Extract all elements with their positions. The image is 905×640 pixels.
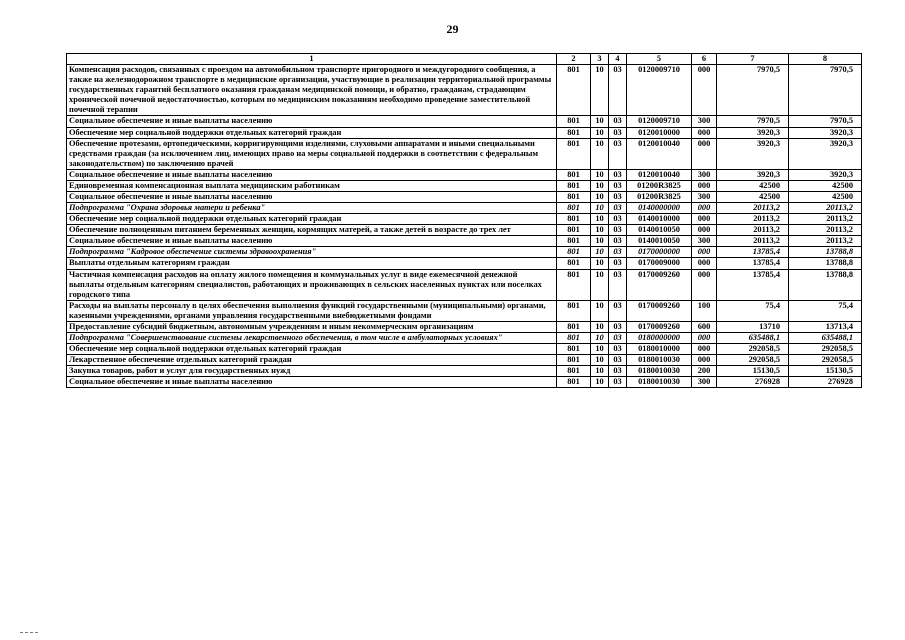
row-name-cell: Выплаты отдельным категориям граждан — [67, 258, 557, 269]
amount-cell: 292058,5 — [717, 344, 789, 355]
header-cell-1: 1 — [67, 54, 557, 65]
amount-cell: 3920,3 — [789, 169, 862, 180]
amount-cell: 3920,3 — [717, 169, 789, 180]
header-cell-8: 8 — [789, 54, 862, 65]
row-name-cell: Подпрограмма "Совершенствование системы лекарственного обеспечения, в том числе в амбулаторных условиях" — [67, 333, 557, 344]
admin-code-cell: 801 — [557, 236, 591, 247]
expense-type-cell: 300 — [692, 192, 717, 203]
row-name-cell: Социальное обеспечение и иные выплаты населению — [67, 236, 557, 247]
table-row — [67, 344, 862, 355]
expense-type-cell: 000 — [692, 203, 717, 214]
scan-edge-mark — [20, 632, 38, 633]
header-cell-2: 2 — [557, 54, 591, 65]
admin-code-cell: 801 — [557, 192, 591, 203]
target-article-cell: 0170009260 — [627, 300, 692, 321]
row-name-cell: Обеспечение полноценным питанием беременных женщин, кормящих матерей, а также детей в возрасте до трех лет — [67, 225, 557, 236]
admin-code-cell: 801 — [557, 225, 591, 236]
target-article-cell: 0180010030 — [627, 377, 692, 388]
target-article-cell: 0170000000 — [627, 247, 692, 258]
table-row — [67, 321, 862, 332]
expense-type-cell: 000 — [692, 180, 717, 191]
section-cell: 10 — [591, 344, 609, 355]
table-row — [67, 203, 862, 214]
row-name-cell: Социальное обеспечение и иные выплаты населению — [67, 377, 557, 388]
subsection-cell: 03 — [609, 355, 627, 366]
amount-cell: 20113,2 — [717, 203, 789, 214]
amount-cell: 75,4 — [717, 300, 789, 321]
amount-cell: 292058,5 — [717, 355, 789, 366]
amount-cell: 3920,3 — [717, 127, 789, 138]
expense-type-cell: 000 — [692, 225, 717, 236]
subsection-cell: 03 — [609, 180, 627, 191]
row-name-cell: Компенсация расходов, связанных с проездом на автомобильном транспорте пригородного и междугородного сообщения, а также на железнодорожном транспорте в медицинские организации, участвующие в реализации территориальной программы государственных гарантий бесплатного оказания гражданам медицинской помощи, и обратно, гражданам, страдающим хронической почечной недостаточностью, которым по медицинским показаниям необходимо проведение заместительной почечной терапии — [67, 65, 557, 116]
amount-cell: 20113,2 — [789, 225, 862, 236]
table-row — [67, 355, 862, 366]
section-cell: 10 — [591, 65, 609, 116]
subsection-cell: 03 — [609, 258, 627, 269]
amount-cell: 7970,5 — [789, 116, 862, 127]
row-name-cell: Социальное обеспечение и иные выплаты населению — [67, 192, 557, 203]
table-row — [67, 127, 862, 138]
amount-cell: 20113,2 — [717, 236, 789, 247]
expense-type-cell: 600 — [692, 321, 717, 332]
subsection-cell: 03 — [609, 377, 627, 388]
table-row — [67, 236, 862, 247]
target-article-cell: 0120010000 — [627, 127, 692, 138]
header-cell-7: 7 — [717, 54, 789, 65]
subsection-cell: 03 — [609, 127, 627, 138]
row-name-cell: Обеспечение мер социальной поддержки отдельных категорий граждан — [67, 344, 557, 355]
amount-cell: 13788,8 — [789, 247, 862, 258]
section-cell: 10 — [591, 366, 609, 377]
amount-cell: 13788,8 — [789, 269, 862, 300]
amount-cell: 42500 — [717, 180, 789, 191]
amount-cell: 20113,2 — [789, 203, 862, 214]
subsection-cell: 03 — [609, 214, 627, 225]
expense-type-cell: 000 — [692, 138, 717, 169]
target-article-cell: 0180010030 — [627, 366, 692, 377]
table-row — [67, 300, 862, 321]
amount-cell: 13785,4 — [717, 269, 789, 300]
table-row — [67, 214, 862, 225]
section-cell: 10 — [591, 214, 609, 225]
admin-code-cell: 801 — [557, 321, 591, 332]
subsection-cell: 03 — [609, 65, 627, 116]
header-cell-4: 4 — [609, 54, 627, 65]
subsection-cell: 03 — [609, 138, 627, 169]
row-name-cell: Предоставление субсидий бюджетным, автономным учреждениям и иным некоммерческим организациям — [67, 321, 557, 332]
row-name-cell: Подпрограмма "Охрана здоровья матери и ребенка" — [67, 203, 557, 214]
amount-cell: 42500 — [717, 192, 789, 203]
header-row — [67, 54, 862, 65]
target-article-cell: 0170009260 — [627, 321, 692, 332]
subsection-cell: 03 — [609, 247, 627, 258]
amount-cell: 75,4 — [789, 300, 862, 321]
admin-code-cell: 801 — [557, 333, 591, 344]
amount-cell: 3920,3 — [789, 138, 862, 169]
expense-type-cell: 000 — [692, 344, 717, 355]
row-name-cell: Расходы на выплаты персоналу в целях обеспечения выполнения функций государственными (муниципальными) органами, казенными учреждениями, органами управления государственными внебюджетными фондами — [67, 300, 557, 321]
expense-type-cell: 300 — [692, 116, 717, 127]
amount-cell: 15130,5 — [789, 366, 862, 377]
subsection-cell: 03 — [609, 116, 627, 127]
admin-code-cell: 801 — [557, 180, 591, 191]
subsection-cell: 03 — [609, 169, 627, 180]
row-name-cell: Частичная компенсация расходов на оплату жилого помещения и коммунальных услуг в виде ежемесячной денежной выплаты отдельным категориям специалистов, работающих и проживающих в сельских населенных пунктах или поселках городского типа — [67, 269, 557, 300]
amount-cell: 635488,1 — [717, 333, 789, 344]
target-article-cell: 0180010030 — [627, 355, 692, 366]
target-article-cell: 0140010000 — [627, 214, 692, 225]
row-name-cell: Обеспечение мер социальной поддержки отдельных категорий граждан — [67, 214, 557, 225]
section-cell: 10 — [591, 225, 609, 236]
section-cell: 10 — [591, 377, 609, 388]
amount-cell: 13710 — [717, 321, 789, 332]
subsection-cell: 03 — [609, 366, 627, 377]
admin-code-cell: 801 — [557, 169, 591, 180]
amount-cell: 3920,3 — [717, 138, 789, 169]
table-row — [67, 138, 862, 169]
section-cell: 10 — [591, 355, 609, 366]
header-cell-3: 3 — [591, 54, 609, 65]
section-cell: 10 — [591, 258, 609, 269]
expense-type-cell: 300 — [692, 236, 717, 247]
header-cell-6: 6 — [692, 54, 717, 65]
row-name-cell: Закупка товаров, работ и услуг для государственных нужд — [67, 366, 557, 377]
subsection-cell: 03 — [609, 344, 627, 355]
header-cell-5: 5 — [627, 54, 692, 65]
subsection-cell: 03 — [609, 300, 627, 321]
amount-cell: 276928 — [789, 377, 862, 388]
expense-type-cell: 000 — [692, 355, 717, 366]
section-cell: 10 — [591, 169, 609, 180]
target-article-cell: 0140010050 — [627, 236, 692, 247]
expense-type-cell: 300 — [692, 377, 717, 388]
section-cell: 10 — [591, 333, 609, 344]
table-row — [67, 247, 862, 258]
row-name-cell: Обеспечение протезами, ортопедическими, корригирующими изделиями, слуховыми аппаратами и иными специальными средствами граждан (за исключением лиц, имеющих право на меры социальной поддержки в соответствии с федеральным законодательством) по заключению врачей — [67, 138, 557, 169]
expense-type-cell: 000 — [692, 214, 717, 225]
amount-cell: 7970,5 — [789, 65, 862, 116]
admin-code-cell: 801 — [557, 377, 591, 388]
section-cell: 10 — [591, 300, 609, 321]
target-article-cell: 0120009710 — [627, 65, 692, 116]
section-cell: 10 — [591, 203, 609, 214]
section-cell: 10 — [591, 321, 609, 332]
table-row — [67, 333, 862, 344]
expense-type-cell: 100 — [692, 300, 717, 321]
amount-cell: 3920,3 — [789, 127, 862, 138]
expense-type-cell: 300 — [692, 169, 717, 180]
table-row — [67, 225, 862, 236]
amount-cell: 13788,8 — [789, 258, 862, 269]
page-number: 29 — [446, 22, 459, 36]
target-article-cell: 0170009260 — [627, 269, 692, 300]
table-row — [67, 180, 862, 191]
amount-cell: 20113,2 — [789, 236, 862, 247]
admin-code-cell: 801 — [557, 355, 591, 366]
admin-code-cell: 801 — [557, 300, 591, 321]
amount-cell: 276928 — [717, 377, 789, 388]
amount-cell: 13713,4 — [789, 321, 862, 332]
section-cell: 10 — [591, 236, 609, 247]
amount-cell: 20113,2 — [717, 225, 789, 236]
admin-code-cell: 801 — [557, 127, 591, 138]
table-row — [67, 269, 862, 300]
admin-code-cell: 801 — [557, 138, 591, 169]
section-cell: 10 — [591, 180, 609, 191]
admin-code-cell: 801 — [557, 214, 591, 225]
target-article-cell: 0180000000 — [627, 333, 692, 344]
section-cell: 10 — [591, 247, 609, 258]
expense-type-cell: 000 — [692, 65, 717, 116]
subsection-cell: 03 — [609, 269, 627, 300]
section-cell: 10 — [591, 192, 609, 203]
admin-code-cell: 801 — [557, 116, 591, 127]
target-article-cell: 0120009710 — [627, 116, 692, 127]
admin-code-cell: 801 — [557, 366, 591, 377]
amount-cell: 13785,4 — [717, 247, 789, 258]
subsection-cell: 03 — [609, 203, 627, 214]
amount-cell: 7970,5 — [717, 65, 789, 116]
admin-code-cell: 801 — [557, 344, 591, 355]
admin-code-cell: 801 — [557, 269, 591, 300]
amount-cell: 292058,5 — [789, 344, 862, 355]
expense-type-cell: 000 — [692, 247, 717, 258]
amount-cell: 15130,5 — [717, 366, 789, 377]
table-row — [67, 192, 862, 203]
table-row — [67, 366, 862, 377]
expense-type-cell: 000 — [692, 127, 717, 138]
admin-code-cell: 801 — [557, 65, 591, 116]
subsection-cell: 03 — [609, 321, 627, 332]
table-row — [67, 116, 862, 127]
subsection-cell: 03 — [609, 192, 627, 203]
budget-table — [66, 53, 862, 388]
table-row — [67, 169, 862, 180]
admin-code-cell: 801 — [557, 258, 591, 269]
target-article-cell: 0180010000 — [627, 344, 692, 355]
expense-type-cell: 000 — [692, 269, 717, 300]
subsection-cell: 03 — [609, 236, 627, 247]
subsection-cell: 03 — [609, 225, 627, 236]
row-name-cell: Лекарственное обеспечение отдельных категорий граждан — [67, 355, 557, 366]
table-row — [67, 258, 862, 269]
expense-type-cell: 000 — [692, 258, 717, 269]
table-row — [67, 377, 862, 388]
expense-type-cell: 200 — [692, 366, 717, 377]
target-article-cell: 0140000000 — [627, 203, 692, 214]
amount-cell: 7970,5 — [717, 116, 789, 127]
target-article-cell: 0170009000 — [627, 258, 692, 269]
amount-cell: 42500 — [789, 192, 862, 203]
subsection-cell: 03 — [609, 333, 627, 344]
amount-cell: 42500 — [789, 180, 862, 191]
amount-cell: 292058,5 — [789, 355, 862, 366]
amount-cell: 20113,2 — [717, 214, 789, 225]
expense-type-cell: 000 — [692, 333, 717, 344]
admin-code-cell: 801 — [557, 203, 591, 214]
target-article-cell: 01200R3825 — [627, 180, 692, 191]
section-cell: 10 — [591, 127, 609, 138]
row-name-cell: Социальное обеспечение и иные выплаты населению — [67, 169, 557, 180]
section-cell: 10 — [591, 269, 609, 300]
table-row — [67, 65, 862, 116]
target-article-cell: 0120010040 — [627, 138, 692, 169]
target-article-cell: 01200R3825 — [627, 192, 692, 203]
amount-cell: 635488,1 — [789, 333, 862, 344]
amount-cell: 13785,4 — [717, 258, 789, 269]
table-body — [67, 54, 862, 388]
target-article-cell: 0140010050 — [627, 225, 692, 236]
target-article-cell: 0120010040 — [627, 169, 692, 180]
row-name-cell: Социальное обеспечение и иные выплаты населению — [67, 116, 557, 127]
admin-code-cell: 801 — [557, 247, 591, 258]
amount-cell: 20113,2 — [789, 214, 862, 225]
row-name-cell: Подпрограмма "Кадровое обеспечение системы здравоохранения" — [67, 247, 557, 258]
row-name-cell: Обеспечение мер социальной поддержки отдельных категорий граждан — [67, 127, 557, 138]
section-cell: 10 — [591, 116, 609, 127]
section-cell: 10 — [591, 138, 609, 169]
row-name-cell: Единовременная компенсационная выплата медицинским работникам — [67, 180, 557, 191]
